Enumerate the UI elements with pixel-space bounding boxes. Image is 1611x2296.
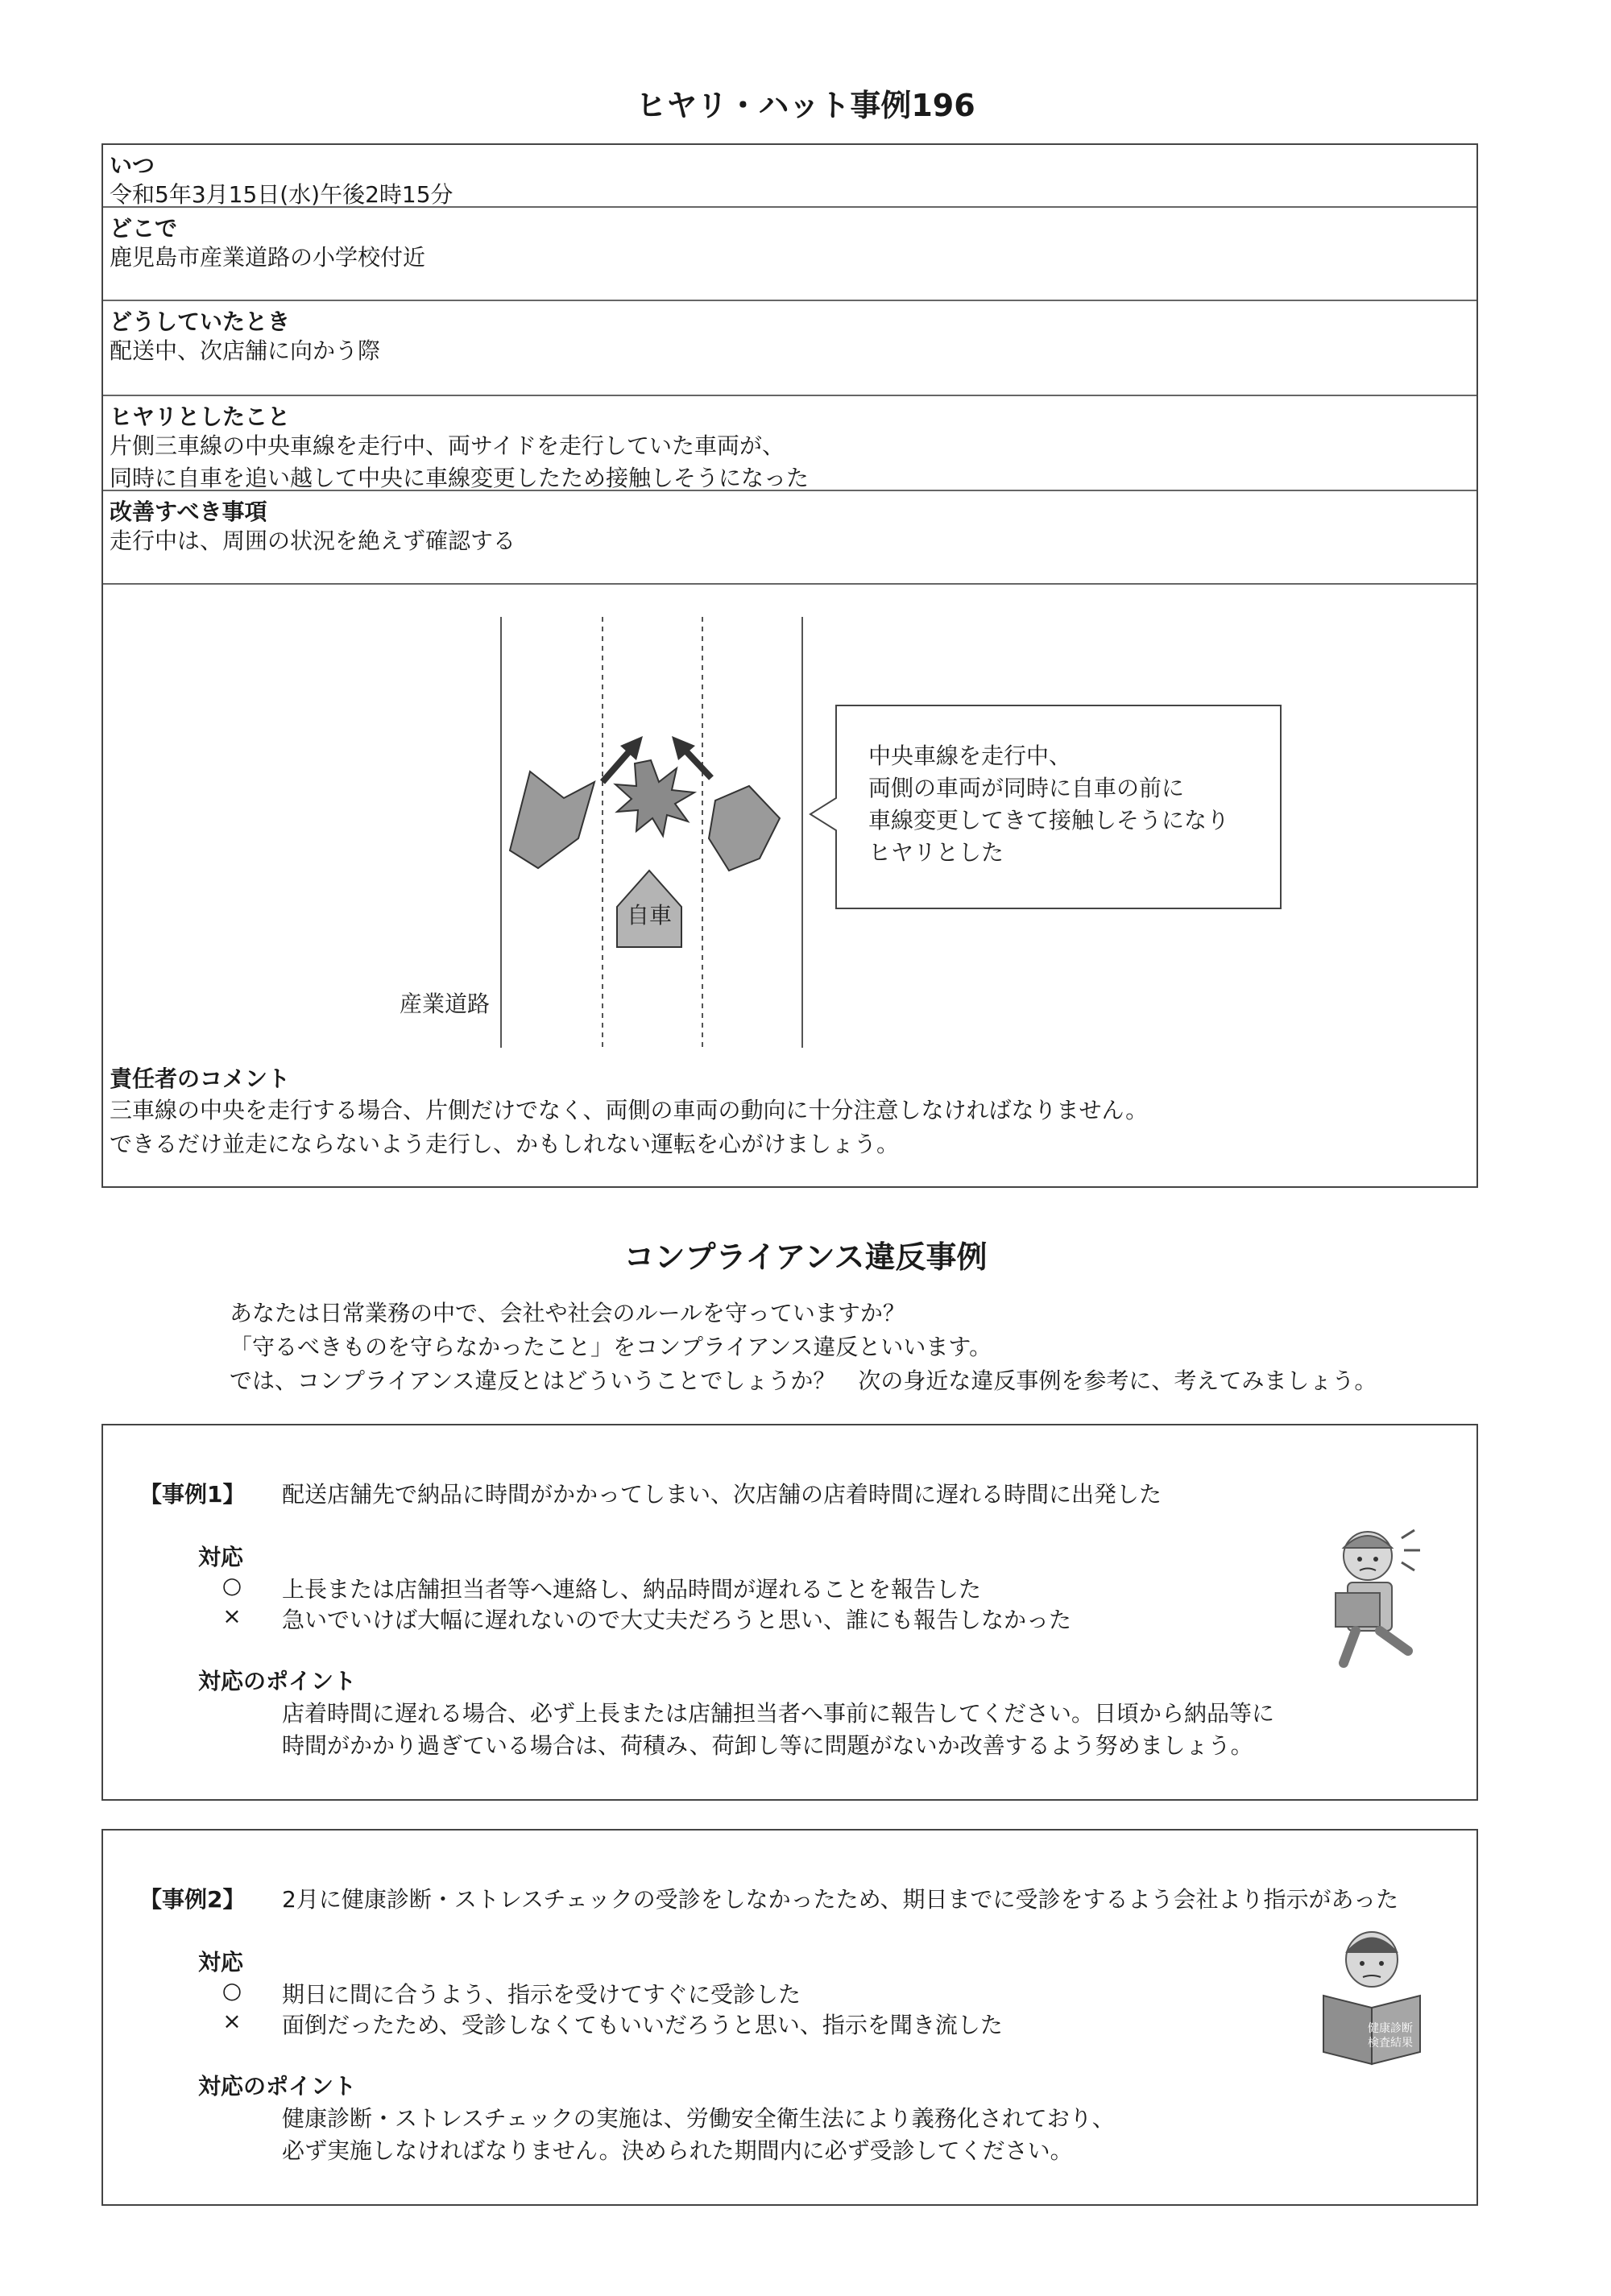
left-arrow-shaft <box>603 750 631 782</box>
hiyari-table <box>101 143 1478 1188</box>
case-1-good-text: 上長または店舗担当者等へ連絡し、納品時間が遅れることを報告した <box>282 1576 982 1603</box>
when-value: 令和5年3月15日(水)午後2時15分 <box>110 181 453 208</box>
case-2-bad-mark: × <box>222 2008 242 2034</box>
callout-line-3: 車線変更してきて接触しそうになり <box>868 807 1230 834</box>
case-2-bad-text: 面倒だったため、受診しなくてもいいだろうと思い、指示を聞き流した <box>282 2012 1003 2038</box>
case-2-box <box>101 1829 1478 2206</box>
event-label: ヒヤリとしたこと <box>110 403 291 430</box>
when-row <box>103 145 1476 208</box>
comment-line-1: 三車線の中央を走行する場合、片側だけでなく、両側の車両の動向に十分注意しなければなりません。 <box>110 1097 1149 1123</box>
case-1-desc: 配送店舗先で納品に時間がかかってしまい、次店舗の店着時間に遅れる時間に出発した <box>282 1481 1162 1508</box>
improve-row <box>103 491 1476 585</box>
comment-label: 責任者のコメント <box>110 1065 291 1092</box>
case-1-bad-text: 急いでいけば大幅に遅れないので大丈夫だろうと思い、誰にも報告しなかった <box>282 1607 1072 1633</box>
left-car-icon <box>510 772 594 868</box>
doing-label: どうしていたとき <box>110 308 291 335</box>
case-1-point-line-2: 時間がかかり過ぎている場合は、荷積み、荷卸し等に問題がないか改善するよう努めましょう。 <box>282 1732 1253 1759</box>
improve-label: 改善すべき事項 <box>110 499 267 525</box>
event-line-2: 同時に自車を追い越して中央に車線変更したため接触しそうになった <box>110 465 810 491</box>
where-row <box>103 208 1476 301</box>
case-2-desc: 2月に健康診断・ストレスチェックの受診をしなかったため、期日までに受診をするよう会社より指示があった <box>282 1886 1399 1913</box>
callout-line-1: 中央車線を走行中、 <box>868 743 1072 769</box>
case-1-point-label: 対応のポイント <box>198 1668 357 1694</box>
case-1-bad-mark: × <box>222 1603 242 1629</box>
right-car-icon <box>709 786 780 871</box>
health-checkup-reader-icon <box>1311 1919 1432 2072</box>
collision-burst-icon <box>615 760 694 836</box>
where-label: どこで <box>110 215 178 242</box>
intro-line-1: あなたは日常業務の中で、会社や社会のルールを守っていますか？ <box>230 1300 905 1326</box>
case-1-response-label: 対応 <box>198 1544 244 1570</box>
where-value: 鹿児島市産業道路の小学校付近 <box>110 244 426 271</box>
case-2-point-label: 対応のポイント <box>198 2073 357 2099</box>
doing-row <box>103 301 1476 396</box>
comment-section <box>110 1061 1470 1161</box>
compliance-intro <box>230 1297 1377 1398</box>
case-2-point-line-2: 必ず実施しなければなりません。決められた期間内に必ず受診してください。 <box>282 2137 1073 2164</box>
lane-change-diagram <box>103 585 1476 1052</box>
case-1-box <box>101 1424 1478 1801</box>
case-2-response-label: 対応 <box>198 1949 244 1975</box>
case-1-good-mark: ○ <box>222 1572 242 1599</box>
compliance-title: コンプライアンス違反事例 <box>623 1239 988 1275</box>
case-2-point-line-1: 健康診断・ストレスチェックの実施は、労働安全衛生法により義務化されており、 <box>282 2105 1115 2132</box>
case-1-tag: 【事例1】 <box>139 1481 246 1508</box>
own-car-label: 自車 <box>626 902 673 929</box>
hurrying-courier-icon <box>1319 1514 1440 1675</box>
book-line-2: 検査結果 <box>1368 2037 1413 2050</box>
callout-line-2: 両側の車両が同時に自車の前に <box>868 775 1185 801</box>
case-2-tag: 【事例2】 <box>139 1886 246 1913</box>
intro-line-2: 「守るべきものを守らなかったこと」をコンプライアンス違反といいます。 <box>230 1334 992 1360</box>
hiyari-title: ヒヤリ・ハット事例196 <box>636 88 975 123</box>
case-2-good-mark: ○ <box>222 1977 242 2004</box>
case-1-point-line-1: 店着時間に遅れる場合、必ず上長または店舗担当者へ事前に報告してください。日頃から納品等に <box>282 1700 1275 1727</box>
road-label: 産業道路 <box>399 991 490 1017</box>
comment-line-2: できるだけ並走にならないよう走行し、かもしれない運転を心がけましょう。 <box>110 1131 900 1157</box>
case-2-good-text: 期日に間に合うよう、指示を受けてすぐに受診した <box>282 1981 801 2008</box>
event-line-1: 片側三車線の中央車線を走行中、両サイドを走行していた車両が、 <box>110 432 785 459</box>
book-line-1: 健康診断 <box>1368 2022 1413 2035</box>
doing-value: 配送中、次店舗に向かう際 <box>110 337 381 364</box>
improve-value: 走行中は、周囲の状況を絶えず確認する <box>110 527 516 554</box>
intro-line-3: では、コンプライアンス違反とはどういうことでしょうか？ 次の身近な違反事例を参考に、考えてみましょう。 <box>230 1367 1377 1394</box>
when-label: いつ <box>110 152 155 179</box>
event-row <box>103 396 1476 491</box>
callout-line-4: ヒヤリとした <box>868 839 1004 866</box>
right-arrow-shaft <box>685 750 711 778</box>
